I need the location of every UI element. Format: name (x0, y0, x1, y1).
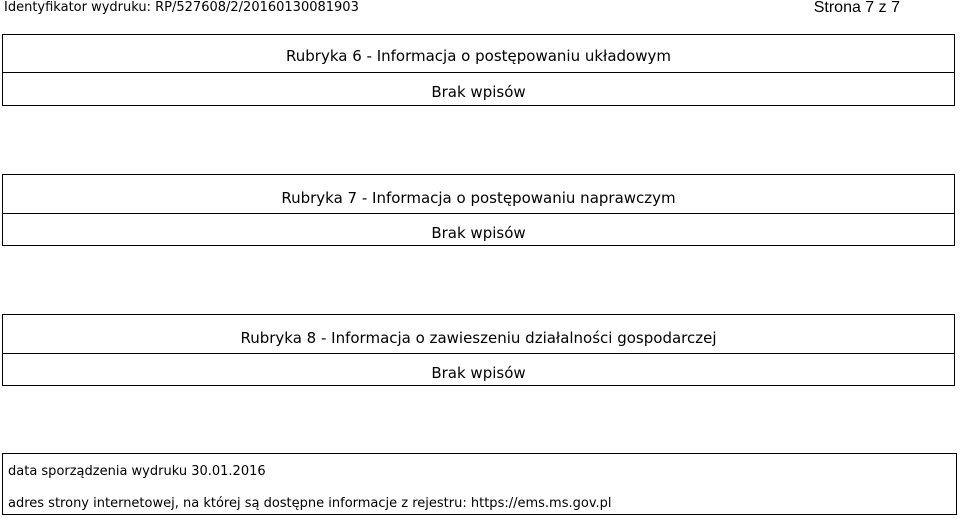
section-divider (3, 213, 954, 214)
section-rubryka-7 (2, 174, 955, 246)
print-footer (2, 453, 957, 515)
registry-address: adres strony internetowej, na której są dostępne informacje z rejestru: https://ems.ms.gov.pl (8, 496, 612, 511)
section-title: Rubryka 8 - Informacja o zawieszeniu działalności gospodarczej (240, 329, 717, 347)
section-rubryka-8 (2, 314, 955, 386)
section-title: Rubryka 6 - Informacja o postępowaniu układowym (286, 47, 671, 65)
section-divider (3, 72, 954, 73)
section-divider (3, 353, 954, 354)
print-date: data sporządzenia wydruku 30.01.2016 (8, 464, 266, 479)
section-body: Brak wpisów (431, 364, 526, 382)
section-body: Brak wpisów (431, 224, 526, 242)
section-body: Brak wpisów (431, 83, 526, 101)
section-rubryka-6 (2, 34, 955, 106)
section-title: Rubryka 7 - Informacja o postępowaniu naprawczym (281, 189, 676, 207)
print-identifier: Identyfikator wydruku: RP/527608/2/20160130081903 (4, 0, 359, 15)
page-indicator: Strona 7 z 7 (813, 0, 900, 16)
